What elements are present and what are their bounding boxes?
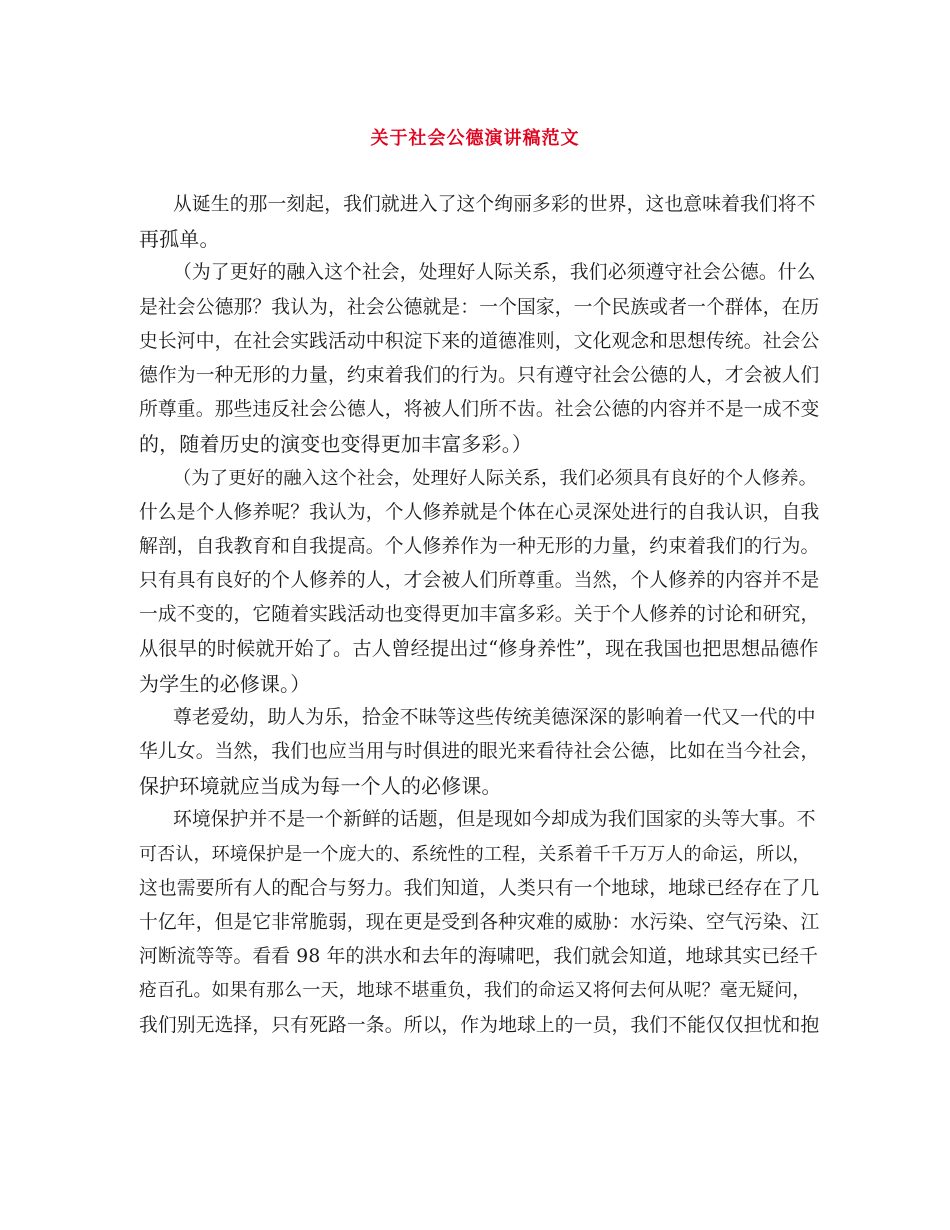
text-line: 从诞生的那一刻起，我们就进入了这个绚丽多彩的世界，这也意味着我们将不 xyxy=(173,194,816,215)
text-line: 可否认，环境保护是一个庞大的、系统性的工程，关系着千千万万人的命运，所以， xyxy=(139,843,811,865)
text-line: 解剖，自我教育和自我提高。个人修养作为一种无形的力量，约束着我们的行为。 xyxy=(139,535,820,557)
text-line: 为学生的必修课。） xyxy=(139,671,311,696)
text-line: 河断流等等。看看 98 年的洪水和去年的海啸吧，我们就会知道，地球其实已经千 xyxy=(139,946,818,968)
text-line: 保护环境就应当成为每一个人的必修课。 xyxy=(139,774,502,799)
text-line: 疮百孔。如果有那么一天，地球不堪重负，我们的命运又将何去何从呢？毫无疑问， xyxy=(139,980,811,1002)
text-line: 是社会公德那？我认为，社会公德就是：一个国家，一个民族或者一个群体，在历 xyxy=(139,296,820,318)
text-line: 德作为一种无形的力量，约束着我们的行为。只有遵守社会公德的人，才会被人们 xyxy=(139,364,820,386)
text-line: 这也需要所有人的配合与努力。我们知道，人类只有一个地球，地球已经存在了几 xyxy=(139,877,820,899)
text-line: 所尊重。那些违反社会公德人，将被人们所不齿。社会公德的内容并不是一成不变 xyxy=(139,399,820,421)
text-line: 什么是个人修养呢？我认为，个人修养就是个体在心灵深处进行的自我认识，自我 xyxy=(139,501,820,523)
text-line: 环境保护并不是一个新鲜的话题，但是现如今却成为我们国家的头等大事。不 xyxy=(173,809,816,831)
text-line: 尊老爱幼，助人为乐，拾金不昧等这些传统美德深深的影响着一代又一代的中 xyxy=(173,706,816,728)
document-title: 关于社会公德演讲稿范文 xyxy=(370,128,580,149)
text-line: 华儿女。当然，我们也应当用与时俱进的眼光来看待社会公德，比如在当今社会， xyxy=(139,741,820,762)
text-line: （为了更好的融入这个社会，处理好人际关系，我们必须遵守社会公德。什么 xyxy=(173,262,816,284)
text-line: 的，随着历史的演变也变得更加丰富多彩。） xyxy=(139,432,532,457)
text-line: 再孤单。 xyxy=(139,227,220,252)
text-line: 只有具有良好的个人修养的人，才会被人们所尊重。当然，个人修养的内容并不是 xyxy=(139,570,820,592)
document-body xyxy=(139,188,819,1043)
text-line: 一成不变的，它随着实践活动也变得更加丰富多彩。关于个人修养的讨论和研究， xyxy=(139,604,820,626)
text-line: 史长河中，在社会实践活动中积淀下来的道德准则，文化观念和思想传统。社会公 xyxy=(139,330,820,352)
text-line: （为了更好的融入这个社会，处理好人际关系，我们必须具有良好的个人修养。 xyxy=(173,467,817,489)
text-line: 十亿年，但是它非常脆弱，现在更是受到各种灾难的威胁：水污染、空气污染、江 xyxy=(139,911,820,933)
text-line: 我们别无选择，只有死路一条。所以，作为地球上的一员，我们不能仅仅担忧和抱 xyxy=(139,1014,820,1036)
text-line: 从很早的时候就开始了。古人曾经提出过“修身养性”，现在我国也把思想品德作 xyxy=(139,637,819,661)
